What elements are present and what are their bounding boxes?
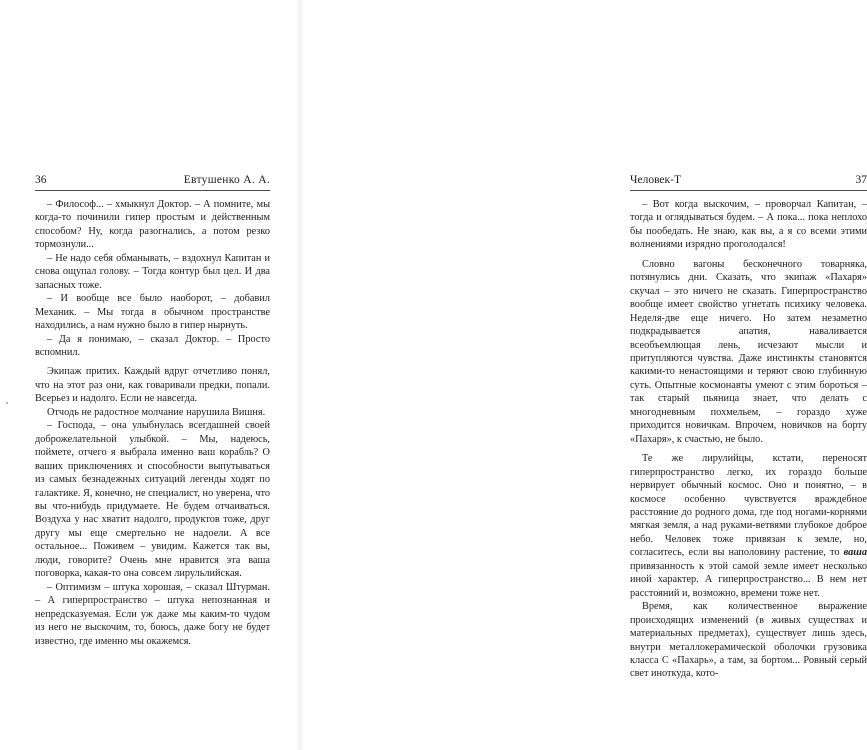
right-header-rule	[630, 190, 867, 191]
paragraph: – Господа, – она улыбнулась всегдашней своей доброжелательной улыбкой. – Мы, надеюсь, поймете, отчего я выбрала именно ваш корабль? О ваших приключениях и способности выпутываться из самых безнадежных ситуаций легенды ходят по галактике. Я, конечно, не специалист, но уверена, что вы что-нибудь придумаете. Не будем отчаиваться. Воздуха у нас хватит надолго, продуктов тоже, друг другу мы еще смертельно не надоели. А все остальное... Поживем – увидим. Кажется так вы, люди, говорите? Очень мне нравится эта ваша поговорка, какая-то она совсем лирульлийская.	[35, 420, 270, 580]
paragraph: – Не надо себя обманывать, – вздохнул Капитан и снова ощупал голову. – Тогда контур был цел. И два запасных тоже.	[35, 252, 270, 291]
scan-speck	[6, 402, 8, 404]
paragraph-part: Те же лирулийцы, кстати, переносят гиперпространство легко, их гораздо больше нервирует обычный космос. Оно и понятно, – в космосе особенно чувствуется враждебное расстояние до родного дома, где под ногами-корнями мягкая земля, а над руками-ветвями глубокое доброе небо. Человек тоже привязан к земле, но, согласитесь, если вы наполовину растение, то	[630, 453, 867, 559]
paragraph: – Оптимизм – штука хорошая, – сказал Штурман. – А гиперпространство – штука непознанная и непредсказуемая. Если уж даже мы каким-то чудом из него не выскочим, то, боюсь, даже богу не будет известно, где именно мы окажемся.	[35, 581, 270, 647]
paragraph: – И вообще все было наоборот, – добавил Механик. – Мы тогда в обычном пространстве находились, а нам нужно было в гипер нырнуть.	[35, 293, 270, 332]
paragraph: – Вот когда выскочим, – проворчал Капитан, – тогда и оглядываться будем. – А пока... пока неплохо бы пообедать. Не знаю, как вы, а я со всеми этими волнениями изрядно проголодался!	[630, 199, 867, 251]
paragraph	[630, 452, 867, 600]
left-page	[0, 0, 300, 750]
right-running-title: Человек-Т	[630, 174, 681, 186]
paragraph: – Да я понимаю, – сказал Доктор. – Просто вспомнил.	[35, 333, 270, 358]
paragraph: Экипаж притих. Каждый вдруг отчетливо понял, что на этот раз они, как говаривали предки, попали. Всерьез и надолго. Если не навсегда.	[35, 366, 270, 405]
paragraph: Отчодь не радостное молчание нарушила Вишня.	[47, 406, 266, 418]
right-page	[300, 0, 867, 750]
left-page-number: 36	[35, 174, 47, 186]
right-page-number: 37	[855, 174, 867, 186]
left-running-title: Евтушенко А. А.	[183, 174, 270, 186]
emphasis-word: ваша	[843, 547, 867, 559]
right-page-text	[630, 198, 867, 681]
paragraph-part: привязанность к этой самой земле имеет несколько иной характер. А гиперпространство... В нем нет расстояний и, возможно, времени тоже нет.	[630, 560, 867, 599]
paragraph: Время, как количественное выражение происходящих изменений (в живых существах и материальных предметах), существует лишь здесь, внутри металлокерамической оболочки грузовика класса С «Пахарь», а там, за бортом... Ровный серый свет иноткуда, кото-	[630, 601, 867, 680]
left-page-text	[35, 198, 270, 648]
left-page-header	[35, 173, 270, 187]
left-header-rule	[35, 190, 270, 191]
paragraph: – Философ... – хмыкнул Доктор. – А помните, мы когда-то починили гипер простым и действенным способом? Ну, когда разогнались, а потом резко тормознули...	[35, 199, 270, 251]
right-page-header	[630, 173, 867, 187]
paragraph: Словно вагоны бесконечного товарняка, потянулись дни. Сказать, что экипаж «Пахаря» скучал – это ничего не сказать. Гиперпространство вообще имеет свойство угнетать психику человека. Неделя-две еще ничего. Но затем незаметно подкрадывается апатия, наваливается всеобъемлющая лень, исчезают мысли и притупляются чувства. Даже инстинкты становятся какими-то ненастоящими и теряют свою глубинную суть. Опытные космонавты умеют с этим бороться – так старый пьяница знает, что делать с многодневным похмельем, – гораздо хуже приходится новичкам. Впрочем, новичков на борту «Пахаря», к счастью, не было.	[630, 258, 867, 445]
